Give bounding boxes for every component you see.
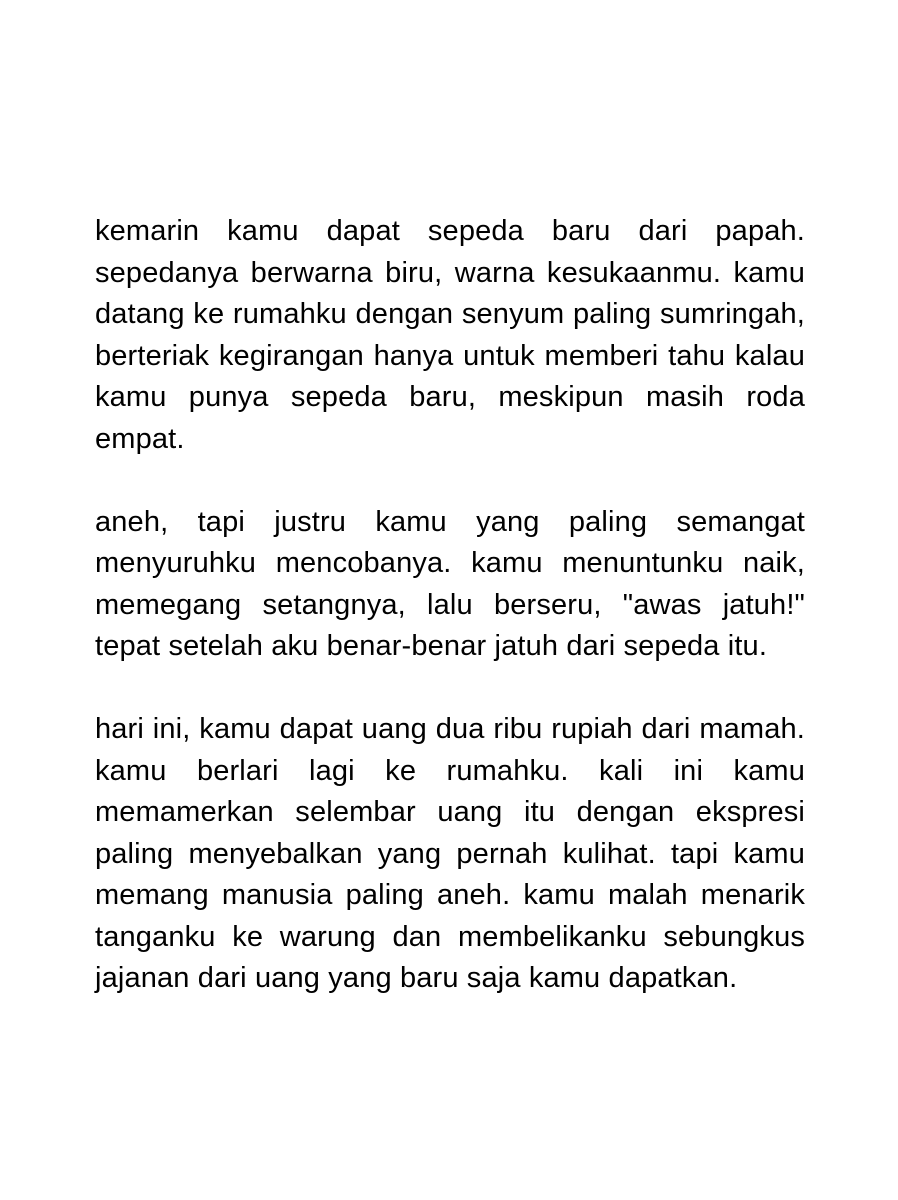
document-body <box>95 211 805 1000</box>
paragraph-1: kemarin kamu dapat sepeda baru dari papah. sepedanya berwarna biru, warna kesukaanmu. kamu datang ke rumahku dengan senyum paling sumringah, berteriak kegirangan hanya untuk memberi tahu kalau kamu punya sepeda baru, meskipun masih roda empat. <box>95 215 805 455</box>
paragraph-2: aneh, tapi justru kamu yang paling semangat menyuruhku mencobanya. kamu menuntunku naik, memegang setangnya, lalu berseru, "awas jatuh!" tepat setelah aku benar-benar jatuh dari sepeda itu. <box>95 505 805 662</box>
paragraph-3: hari ini, kamu dapat uang dua ribu rupiah dari mamah. kamu berlari lagi ke rumahku. kali ini kamu memamerkan selembar uang itu dengan ekspresi paling menyebalkan yang pernah kulihat. tapi kamu memang manusia paling aneh. kamu malah menarik tanganku ke warung dan membelikanku sebungkus jajanan dari uang yang baru saja kamu dapatkan. <box>95 713 805 994</box>
